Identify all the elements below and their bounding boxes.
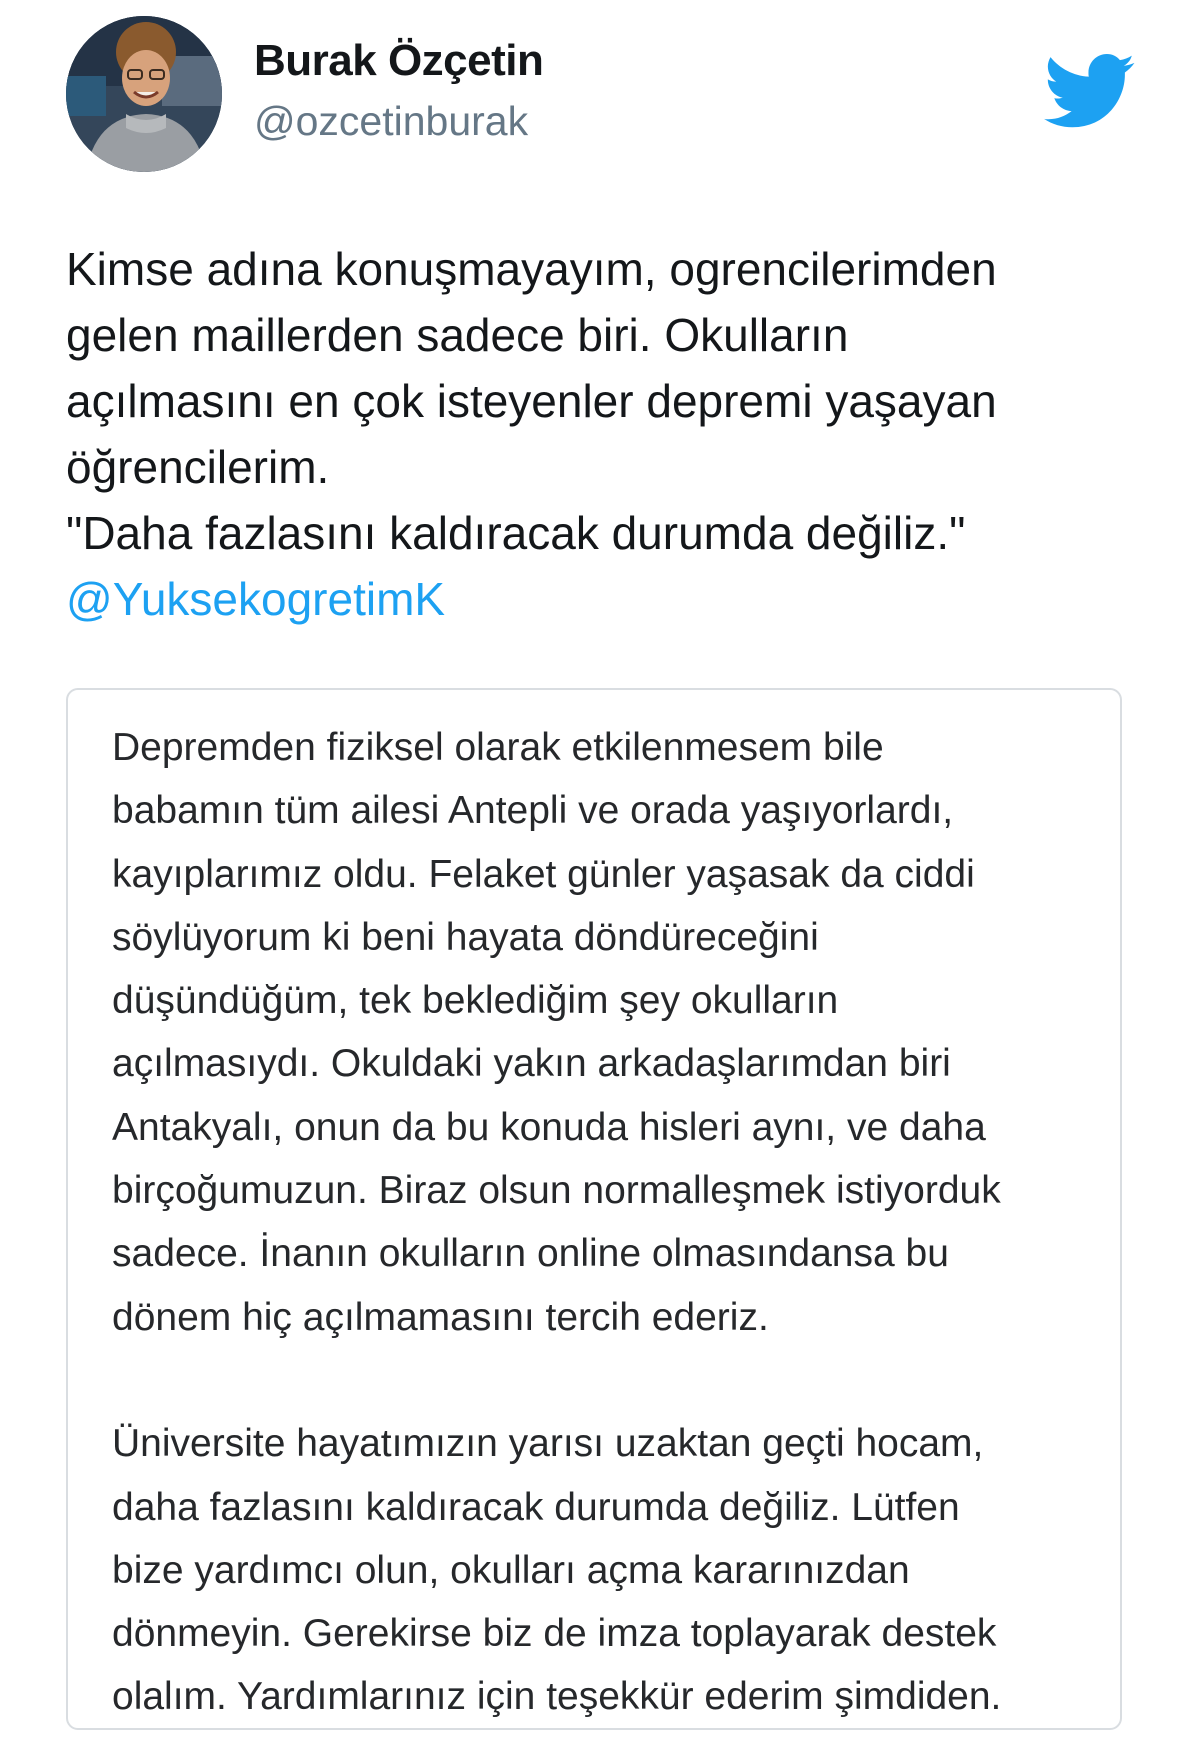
avatar[interactable] bbox=[66, 16, 222, 172]
email-line: birçoğumuzun. Biraz olsun normalleşmek istiyorduk bbox=[112, 1169, 1001, 1213]
email-line: Üniversite hayatımızın yarısı uzaktan geçti hocam, bbox=[112, 1422, 984, 1466]
avatar-photo bbox=[66, 16, 222, 172]
email-line: dönmeyin. Gerekirse biz de imza toplayarak destek bbox=[112, 1612, 997, 1656]
email-line: dönem hiç açılmamasını tercih ederiz. bbox=[112, 1295, 769, 1339]
tweet-line: açılmasını en çok isteyenler depremi yaşayan bbox=[66, 375, 997, 427]
twitter-bird-icon[interactable] bbox=[1044, 52, 1136, 132]
email-line: sadece. İnanın okulların online olmasındansa bu bbox=[112, 1232, 949, 1276]
quoted-email-text bbox=[112, 716, 1112, 1729]
email-line: Antakyalı, onun da bu konuda hisleri aynı, ve daha bbox=[112, 1105, 986, 1149]
email-line: Depremden fiziksel olarak etkilenmesem bile bbox=[112, 726, 884, 769]
tweet-line: "Daha fazlasını kaldıracak durumda değiliz." bbox=[66, 507, 966, 559]
tweet-line: Kimse adına konuşmayayım, ogrencilerimden bbox=[66, 243, 997, 295]
email-line: düşündüğüm, tek beklediğim şey okulların bbox=[112, 979, 839, 1023]
quoted-email-card[interactable] bbox=[66, 688, 1122, 1730]
tweet-line: öğrencilerim. bbox=[66, 441, 330, 493]
twitter-bird-icon-glyph bbox=[1044, 52, 1136, 132]
display-name[interactable]: Burak Özçetin bbox=[254, 36, 544, 85]
email-line: babamın tüm ailesi Antepli ve orada yaşıyorlardı, bbox=[112, 789, 954, 833]
email-line: açılmasıydı. Okuldaki yakın arkadaşlarımdan biri bbox=[112, 1042, 951, 1086]
tweet-line: gelen maillerden sadece biri. Okulların bbox=[66, 309, 849, 361]
tweet-body bbox=[66, 236, 1156, 632]
handle[interactable]: @ozcetinburak bbox=[254, 98, 529, 144]
email-line: bize yardımcı olun, okulları açma kararınızdan bbox=[112, 1548, 910, 1592]
paragraph-gap bbox=[112, 1349, 1112, 1412]
mention-link[interactable]: @YuksekogretimK bbox=[66, 573, 446, 625]
email-line: söylüyorum ki beni hayata döndüreceğini bbox=[112, 915, 819, 959]
email-line: olalım. Yardımlarınız için teşekkür ederim şimdiden. bbox=[112, 1675, 1002, 1719]
email-line: kayıplarımız oldu. Felaket günler yaşasak da ciddi bbox=[112, 852, 975, 896]
email-line: daha fazlasını kaldıracak durumda değiliz. Lütfen bbox=[112, 1485, 960, 1529]
